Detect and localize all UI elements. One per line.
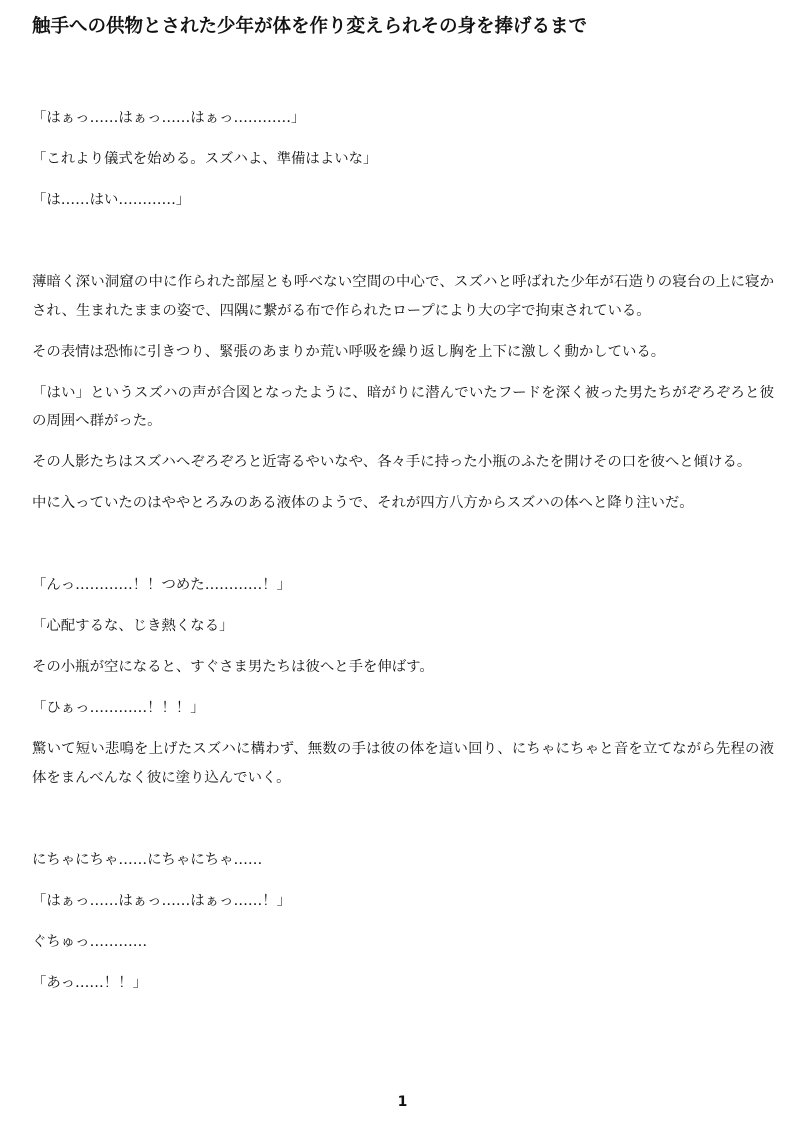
narration-paragraph: 驚いて短い悲鳴を上げたスズハに構わず、無数の手は彼の体を這い回り、にちゃにちゃと音を立てながら先程の液体をまんべんなく彼に塗り込んでいく。: [32, 741, 774, 786]
sound-effect-line: ぐちゅっ…………: [32, 933, 148, 950]
dialogue-line: 「はぁっ……はぁっ……はぁっ……！」: [32, 892, 292, 909]
dialogue-line: 「これより儀式を始める。スズハよ、準備はよいな」: [32, 151, 378, 167]
section-break: [32, 227, 774, 268]
section-break: [32, 805, 774, 846]
narration-paragraph: その表情は恐怖に引きつり、緊張のあまりか荒い呼吸を繰り返し胸を上下に激しく動かしている。: [32, 343, 666, 360]
narration-paragraph: その人影たちはスズハへぞろぞろと近寄るやいなや、各々手に持った小瓶のふたを開けその口を彼へと傾ける。: [32, 454, 752, 470]
page-number: 1: [397, 1094, 408, 1110]
dialogue-line: 「はぁっ……はぁっ……はぁっ…………」: [32, 110, 306, 126]
sound-effect-line: にちゃにちゃ……にちゃにちゃ……: [32, 851, 263, 868]
narration-paragraph: 「はい」というスズハの声が合図となったように、暗がりに潜んでいたフードを深く被った男たちがぞろぞろと彼の周囲へ群がった。: [32, 384, 774, 429]
narration-paragraph: 薄暗く深い洞窟の中に作られた部屋とも呼べない空間の中心で、スズハと呼ばれた少年が石造りの寝台の上に寝かされ、生まれたままの姿で、四隅に繋がる布で作られたロープにより大の字で拘束されている。: [32, 274, 774, 319]
dialogue-line: 「んっ…………！！つめた…………！」: [32, 577, 292, 593]
narration-paragraph: その小瓶が空になると、すぐさま男たちは彼へと手を伸ばす。: [32, 659, 434, 675]
dialogue-line: 「ひぁっ…………！！！」: [32, 700, 205, 716]
document-title: 触手への供物とされた少年が体を作り変えられその身を捧げるまで: [32, 16, 588, 37]
narration-paragraph: 中に入っていたのはややとろみのある液体のようで、それが四方八方からスズハの体へと降り注いだ。: [32, 495, 694, 511]
dialogue-line: 「あっ……！！」: [32, 974, 147, 991]
dialogue-line: 「心配するな、じき熱くなる」: [32, 618, 234, 634]
section-break: [32, 530, 774, 571]
dialogue-line: 「は……はい…………」: [32, 192, 191, 208]
story-body: [32, 104, 774, 1010]
